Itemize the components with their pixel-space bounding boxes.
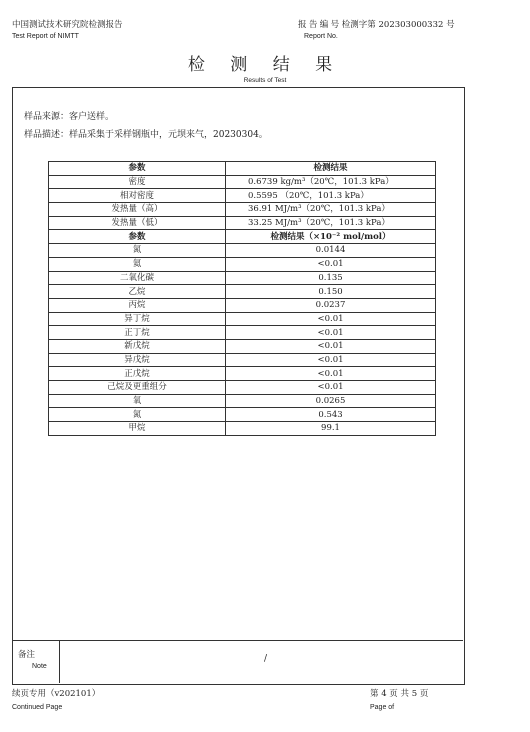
parameter-cell: 乙烷 bbox=[49, 285, 226, 299]
table-row bbox=[49, 408, 436, 422]
result-cell: <0.01 bbox=[226, 367, 436, 381]
page-title-en: Results of Test bbox=[243, 77, 287, 84]
parameter-cell: 异戊烷 bbox=[49, 353, 226, 367]
parameter-cell: 参数 bbox=[49, 162, 226, 176]
result-cell: 0.0265 bbox=[226, 394, 436, 408]
result-cell: <0.01 bbox=[226, 257, 436, 271]
parameter-cell: 二氧化碳 bbox=[49, 271, 226, 285]
table-row bbox=[49, 353, 436, 367]
parameter-cell: 正戊烷 bbox=[49, 367, 226, 381]
parameter-cell: 己烷及更重组分 bbox=[49, 381, 226, 395]
continued-page-label-en: Continued Page bbox=[12, 704, 63, 711]
org-name-en: Test Report of NIMTT bbox=[12, 33, 79, 40]
note-value: / bbox=[264, 654, 268, 664]
parameter-cell: 参数 bbox=[49, 230, 226, 244]
result-cell: 0.150 bbox=[226, 285, 436, 299]
page-title: 检 测 结 果 bbox=[187, 55, 343, 75]
table-row bbox=[49, 339, 436, 353]
result-cell: 36.91 MJ/m³（20℃，101.3 kPa） bbox=[226, 203, 436, 217]
page-indicator: 第 4 页 共 5 页 bbox=[370, 689, 429, 699]
table-header-row bbox=[49, 162, 436, 176]
parameter-cell: 密度 bbox=[49, 175, 226, 189]
result-cell: <0.01 bbox=[226, 381, 436, 395]
parameter-cell: 发热量（高） bbox=[49, 203, 226, 217]
table-row bbox=[49, 312, 436, 326]
continued-page-label: 续页专用（v202101） bbox=[12, 689, 101, 699]
result-cell: <0.01 bbox=[226, 353, 436, 367]
results-table bbox=[48, 161, 436, 436]
parameter-cell: 正丁烷 bbox=[49, 326, 226, 340]
table-row bbox=[49, 271, 436, 285]
parameter-cell: 甲烷 bbox=[49, 422, 226, 436]
result-cell: 0.6739 kg/m³（20℃，101.3 kPa） bbox=[226, 175, 436, 189]
table-row bbox=[49, 216, 436, 230]
report-number-label-en: Report No. bbox=[304, 33, 338, 40]
report-number-label: 报 告 编 号 bbox=[298, 19, 340, 29]
table-row bbox=[49, 203, 436, 217]
parameter-cell: 氮 bbox=[49, 244, 226, 258]
page-indicator-en: Page of bbox=[370, 704, 395, 711]
sample-source: 样品来源：客户送样。 bbox=[24, 112, 115, 122]
table-row bbox=[49, 189, 436, 203]
result-cell: <0.01 bbox=[226, 312, 436, 326]
result-cell: 0.0144 bbox=[226, 244, 436, 258]
table-row bbox=[49, 394, 436, 408]
table-row bbox=[49, 326, 436, 340]
table-row bbox=[49, 381, 436, 395]
parameter-cell: 氦 bbox=[49, 257, 226, 271]
parameter-cell: 发热量（低） bbox=[49, 216, 226, 230]
result-cell: <0.01 bbox=[226, 339, 436, 353]
note-label: 备注 bbox=[18, 650, 36, 660]
note-label-en: Note bbox=[32, 663, 47, 670]
result-cell: 99.1 bbox=[226, 422, 436, 436]
result-cell: 检测结果 bbox=[226, 162, 436, 176]
sample-description: 样品描述：样品采集于采样钢瓶中，元坝来气，20230304。 bbox=[24, 130, 268, 140]
parameter-cell: 氮 bbox=[49, 408, 226, 422]
report-number-value: 检测字第 202303000332 号 bbox=[341, 20, 455, 30]
result-cell: 0.0237 bbox=[226, 298, 436, 312]
report-number bbox=[298, 18, 455, 30]
parameter-cell: 异丁烷 bbox=[49, 312, 226, 326]
table-row bbox=[49, 285, 436, 299]
result-cell: 33.25 MJ/m³（20℃，101.3 kPa） bbox=[226, 216, 436, 230]
org-name-cn: 中国测试技术研究院检测报告 bbox=[12, 19, 123, 29]
table-row bbox=[49, 298, 436, 312]
table-header-row bbox=[49, 230, 436, 244]
parameter-cell: 氧 bbox=[49, 394, 226, 408]
table-row bbox=[49, 175, 436, 189]
result-cell: 0.5595 （20℃，101.3 kPa） bbox=[226, 189, 436, 203]
result-cell: <0.01 bbox=[226, 326, 436, 340]
table-row bbox=[49, 244, 436, 258]
parameter-cell: 新戊烷 bbox=[49, 339, 226, 353]
table-row bbox=[49, 367, 436, 381]
note-column-divider bbox=[59, 640, 60, 683]
result-cell: 0.135 bbox=[226, 271, 436, 285]
parameter-cell: 丙烷 bbox=[49, 298, 226, 312]
result-cell: 检测结果（×10⁻² mol/mol） bbox=[226, 230, 436, 244]
table-row bbox=[49, 422, 436, 436]
parameter-cell: 相对密度 bbox=[49, 189, 226, 203]
table-row bbox=[49, 257, 436, 271]
note-divider bbox=[12, 640, 463, 641]
result-cell: 0.543 bbox=[226, 408, 436, 422]
